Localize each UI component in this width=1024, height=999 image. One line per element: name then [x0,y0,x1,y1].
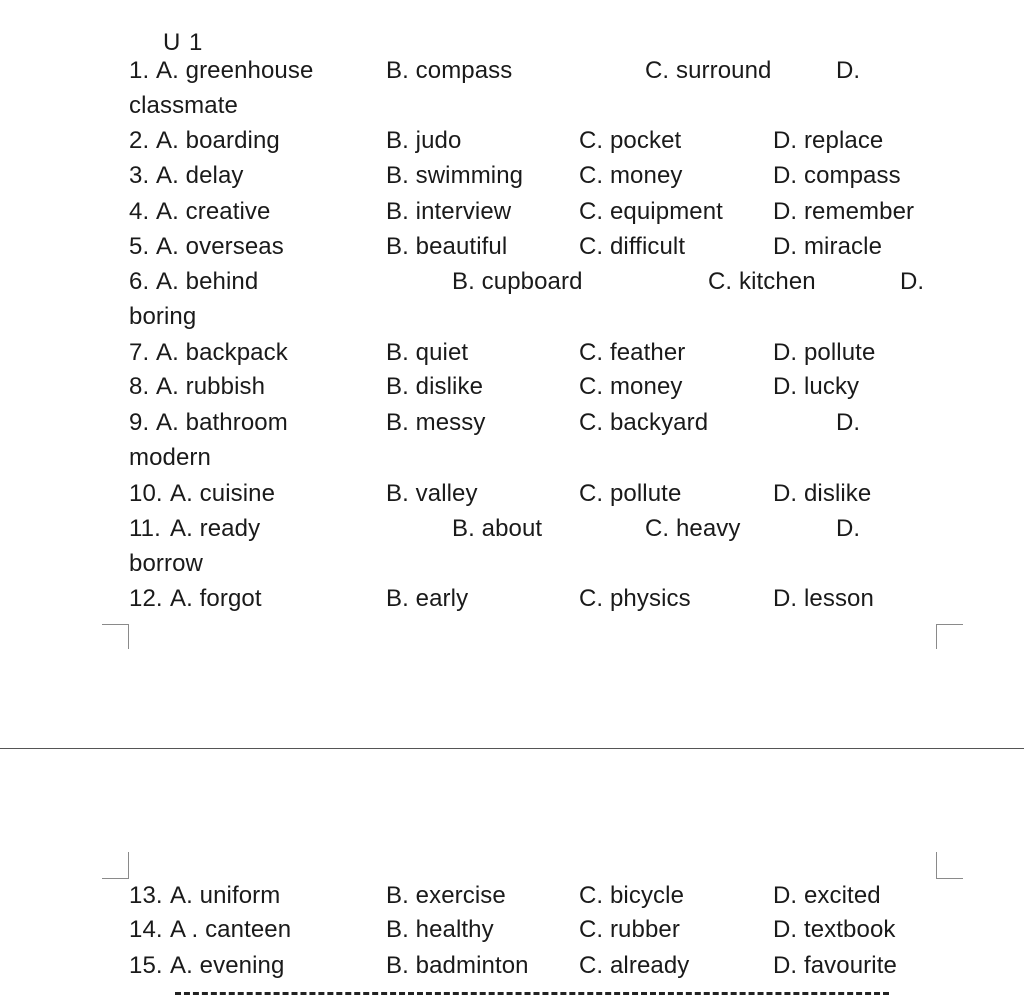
page-break-line [0,748,1024,749]
option-d-wrapped-text: classmate [129,92,238,119]
option-a: A. boarding [156,127,280,154]
option-b: B. quiet [386,339,469,366]
option-d-wrapped-text: boring [129,303,197,330]
option-b: B. early [386,585,469,612]
question-number: 8. [129,373,150,400]
margin-corner-mark-bottom-right [936,624,963,649]
question-number: 7. [129,339,150,366]
option-a: A. backpack [156,339,288,366]
margin-corner-mark-bottom-left [102,624,129,649]
option-d: D. lucky [773,373,860,400]
option-b: B. about [452,515,543,542]
option-d: D. miracle [773,233,883,260]
option-d-wrapped-text: modern [129,444,211,471]
margin-corner-mark-top-left [102,852,129,879]
option-a: A. overseas [156,233,284,260]
margin-corner-mark-top-right [936,852,963,879]
option-a: A. rubbish [156,373,266,400]
option-b: B. beautiful [386,233,508,260]
question-number: 10. [129,480,163,507]
option-c: C. surround [645,57,772,84]
option-c: C. pollute [579,480,682,507]
option-b: B. messy [386,409,486,436]
option-a: A. evening [170,952,285,979]
option-d: D. replace [773,127,884,154]
option-d: D. compass [773,162,901,189]
option-b: B. cupboard [452,268,583,295]
option-b: B. compass [386,57,513,84]
option-a: A. forgot [170,585,262,612]
option-c: C. rubber [579,916,680,943]
option-d: D. textbook [773,916,896,943]
option-c: C. money [579,162,683,189]
option-d: D. [900,268,925,295]
option-c: C. pocket [579,127,682,154]
question-number: 4. [129,198,150,225]
dashed-separator [175,992,889,995]
option-d: D. favourite [773,952,897,979]
option-b: B. healthy [386,916,494,943]
question-number: 6. [129,268,150,295]
option-b: B. dislike [386,373,484,400]
question-number: 14. [129,916,163,943]
option-b: B. swimming [386,162,524,189]
question-number: 5. [129,233,150,260]
option-b: B. judo [386,127,462,154]
option-b: B. interview [386,198,512,225]
option-a: A. bathroom [156,409,288,436]
option-a: A. cuisine [170,480,276,507]
option-d: D. [836,409,861,436]
option-a: A. uniform [170,882,281,909]
question-number: 3. [129,162,150,189]
question-number: 2. [129,127,150,154]
option-a: A. behind [156,268,259,295]
option-c: C. money [579,373,683,400]
option-c: C. heavy [645,515,741,542]
option-c: C. feather [579,339,686,366]
option-b: B. badminton [386,952,529,979]
option-d: D. dislike [773,480,872,507]
worksheet-heading: U 1 [163,29,204,56]
question-number: 1. [129,57,150,84]
option-c: C. already [579,952,690,979]
option-d: D. [836,515,861,542]
option-d: D. lesson [773,585,874,612]
option-c: C. backyard [579,409,709,436]
option-d: D. [836,57,861,84]
option-a: A. ready [170,515,261,542]
option-d-wrapped-text: borrow [129,550,203,577]
question-number: 11. [129,515,161,542]
option-b: B. valley [386,480,478,507]
option-d: D. excited [773,882,881,909]
option-a: A. greenhouse [156,57,314,84]
option-c: C. physics [579,585,691,612]
option-c: C. equipment [579,198,723,225]
question-number: 12. [129,585,163,612]
option-d: D. pollute [773,339,876,366]
option-b: B. exercise [386,882,506,909]
option-c: C. kitchen [708,268,816,295]
question-number: 15. [129,952,163,979]
option-a: A. creative [156,198,271,225]
option-a: A. delay [156,162,244,189]
option-a: A . canteen [170,916,292,943]
question-number: 9. [129,409,150,436]
question-number: 13. [129,882,163,909]
option-c: C. difficult [579,233,686,260]
option-c: C. bicycle [579,882,685,909]
option-d: D. remember [773,198,915,225]
